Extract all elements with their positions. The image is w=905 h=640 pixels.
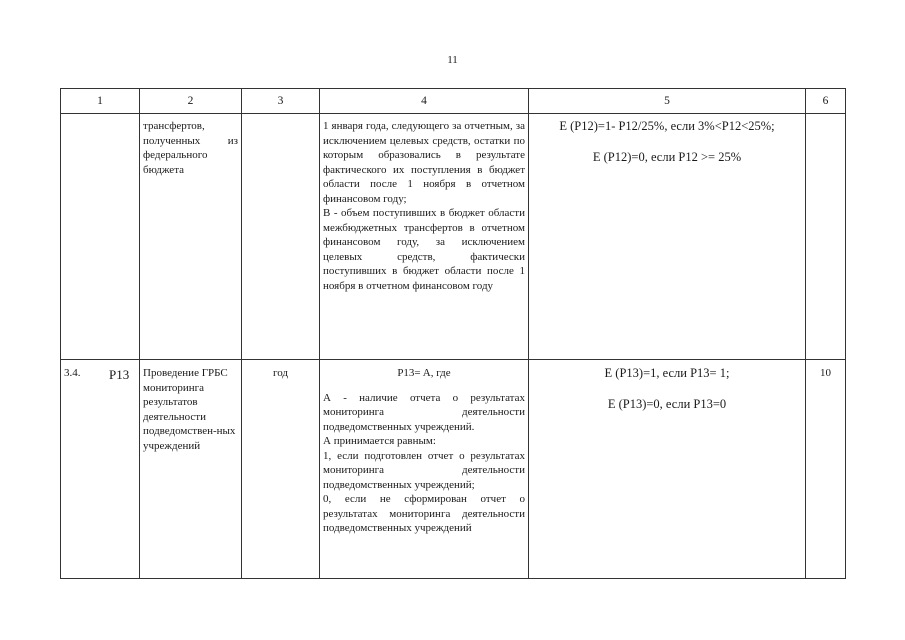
header-col-4: 4 bbox=[320, 89, 529, 114]
cell-number bbox=[61, 360, 140, 579]
cell-evaluation bbox=[529, 114, 806, 360]
cell-formula-description bbox=[320, 114, 529, 360]
table-row-3-4 bbox=[61, 360, 846, 579]
formula-text-line: 1, если подготовлен отчет о результатах мониторинга деятельности подведомственных учреждений; bbox=[323, 449, 525, 491]
page-number: 11 bbox=[447, 54, 458, 66]
item-code: P13 bbox=[109, 367, 130, 382]
cell-unit: год bbox=[242, 360, 320, 579]
cell-indicator-name: Проведение ГРБС мониторинга результатов деятельности подведомствен-ных учреждений bbox=[140, 360, 242, 579]
indicator-table bbox=[60, 88, 846, 579]
cell-formula-description bbox=[320, 360, 529, 579]
evaluation-line: E (P12)=1- P12/25%, если 3%<P12<25%; bbox=[559, 119, 775, 133]
evaluation-line: E (P13)=1, если P13= 1; bbox=[604, 366, 730, 380]
formula-text-line: А принимается равным: bbox=[323, 435, 436, 447]
cell-weight bbox=[806, 114, 846, 360]
header-col-3: 3 bbox=[242, 89, 320, 114]
table-row-continued bbox=[61, 114, 846, 360]
header-col-5: 5 bbox=[529, 89, 806, 114]
header-col-1: 1 bbox=[61, 89, 140, 114]
formula-text-line: В - объем поступивших в бюджет области межбюджетных трансфертов в отчетном финансовом году, за исключением целевых средств, фактически поступивших в бюджет области после 1 ноября в отчетном финансовом году bbox=[323, 207, 525, 292]
cell-unit bbox=[242, 114, 320, 360]
header-row bbox=[61, 89, 846, 114]
formula-text-line: 0, если не сформирован отчет о результатах мониторинга деятельности подведомственных учреждений bbox=[323, 493, 525, 534]
formula-text-line: А - наличие отчета о результатах мониторинга деятельности подведомственных учреждений. bbox=[323, 391, 525, 433]
evaluation-line: E (P12)=0, если P12 >= 25% bbox=[592, 150, 742, 164]
cell-number bbox=[61, 114, 140, 360]
header-col-2: 2 bbox=[140, 89, 242, 114]
cell-indicator-name: трансфертов, полученных из федерального бюджета bbox=[140, 114, 242, 360]
header-col-6: 6 bbox=[806, 89, 846, 114]
cell-weight: 10 bbox=[806, 360, 846, 579]
cell-evaluation bbox=[529, 360, 806, 579]
formula-header: P13= A, где bbox=[397, 367, 451, 379]
formula-text-line: 1 января года, следующего за отчетным, за исключением целевых средств, остатки по которым образовались в результате фактического их поступления в бюджет области после 1 ноября в отчетном финансовом году; bbox=[323, 120, 525, 205]
item-number: 3.4. bbox=[64, 367, 81, 379]
evaluation-line: E (P13)=0, если P13=0 bbox=[607, 397, 727, 411]
